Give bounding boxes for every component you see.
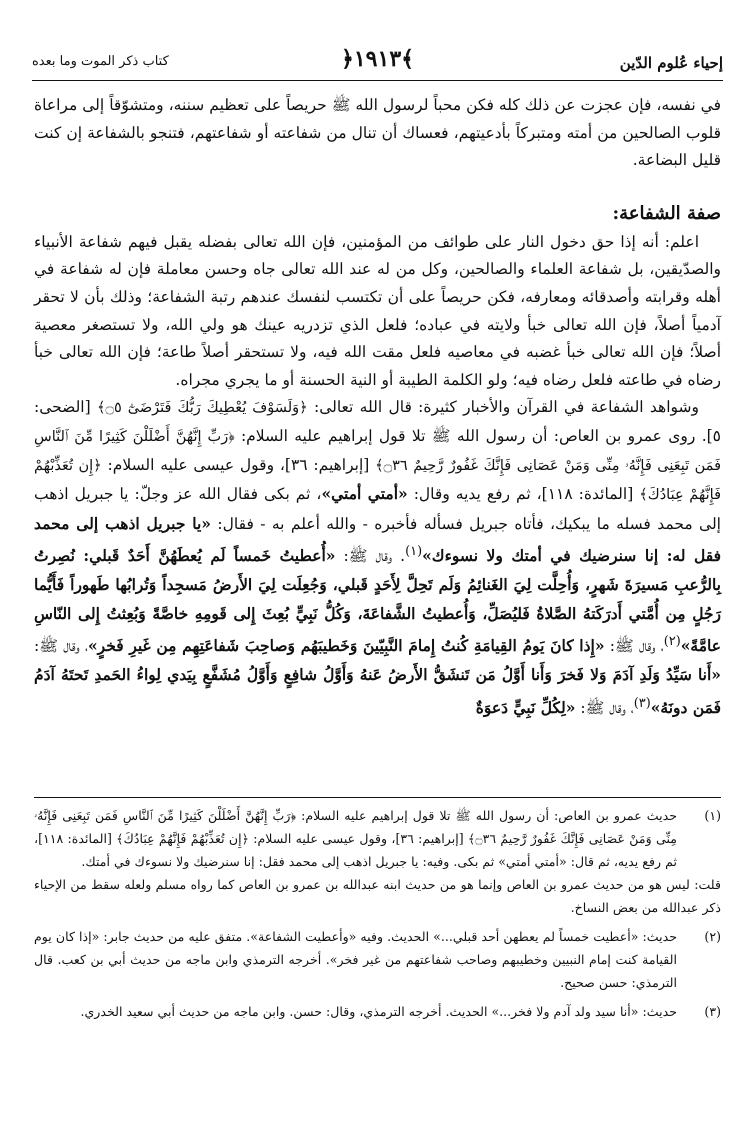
main-text — [34, 88, 721, 722]
footnote-item — [34, 925, 721, 994]
chapter-title: كتاب ذكر الموت وما بعده — [32, 54, 169, 69]
footnote-item — [34, 804, 721, 873]
hadith-quote: «أمتي أمتي» — [321, 484, 408, 504]
page-number: ﴾١٩١٣﴿ — [340, 46, 415, 72]
footnote-ref: (٣) — [633, 695, 651, 711]
text-run: [الضحى: ٥]. روى عمرو بن العاص: أن رسول الله ﷺ تلا قول إبراهيم عليه السلام: — [34, 398, 721, 445]
footnote-number: (١) — [704, 808, 721, 823]
quran-verse: ﴿إِن تُعَذِّبْهُمْ فَإِنَّهُمْ عِبَادُكَ﴾ — [34, 457, 721, 504]
text-run: ، وقال ﷺ: — [575, 698, 634, 717]
text-run: ، ثم بكى فقال الله عز وجلّ: يا جبريل اذهب إلى محمد فسله ما يبكيك، فأتاه جبريل فسأله فأخبره - والله أعلم به - فقال: — [34, 485, 721, 533]
hadith-quote: «أَنا سَيِّدُ وَلَدِ آدَمَ وَلا فَخرَ وَأَنا أَوَّلُ مَن تَنشَقُّ الأَرضُ عَنهُ وَأَوَّلُ شافِعٍ وَأَوَّلُ مُشَفَّعٍ بِيَدي لِواءُ الحَمدِ تَحتَهُ آدَمُ فَمَن دونَهُ» — [34, 665, 721, 717]
paragraph-2 — [34, 394, 721, 722]
footnote-item — [34, 1000, 721, 1023]
hadith-quote: «لِكُلِّ نَبِيٍّ دَعوَةٌ — [475, 697, 576, 717]
footnote-text: حديث عمرو بن العاص: أن رسول الله ﷺ تلا قول إبراهيم عليه السلام: ﴿رَبِّ إِنَّهُنَّ أَضْلَلْنَ كَثِيرًا مِّنَ ٱلنَّاسِ فَمَن تَبِعَنِى فَإِنَّهُۥ مِنِّى وَمَنْ عَصَانِى فَإِنَّكَ غَفُورٌ رَّحِيمٌ ۝٣٦﴾ [إبراهيم: ٣٦]، وقول عيسى عليه السلام: ﴿إِن تُعَذِّبْهُمْ فَإِنَّهُمْ عِبَادُكَ﴾ [المائدة: ١١٨]، ثم رفع يديه، ثم قال: «أمتي أمتي» ثم بكى. وفيه: يا جبريل اذهب إلى محمد فقل: إنا سنرضيك ولا نسوءك في أمتك. — [34, 808, 678, 869]
text-run: [إبراهيم: ٣٦]، وقول عيسى عليه السلام: — [101, 455, 376, 474]
intro-paragraph: في نفسه، فإن عجزت عن ذلك كله فكن محباً لرسول الله ﷺ حريصاً على تعظيم سننه، ومتشوّقاً إلى مراعاة قلوب الصالحين من أمته ومتبركاً بأدعيتهم، فعساك أن تنال من شفاعته أو شفاعتهم، فتنجو بالشفاعة إن كنت قليل البضاعة. — [34, 96, 721, 170]
text-run: وشواهد الشفاعة في القرآن والأخبار كثيرة: قال الله تعالى: — [307, 398, 700, 417]
text-run: ، وقال ﷺ: — [604, 637, 664, 656]
footnote-text: حديث: «أعطيت خمساً لم يعطهن أحد قبلي...» الحديث. وفيه «وأعطيت الشفاعة». متفق عليه من حديث جابر: «إذا كان يوم القيامة كنت إمام النبيين وخطيبهم وصاحب شفاعتهم من غير فخر». أخرجه الترمذي وابن ماجه من حديث أبي بن كعب. قال الترمذي: حسن صحيح. — [34, 929, 677, 990]
hadith-quote: «أُعطيتُ خَمساً لَم يُعطَهُنَّ أَحَدٌ قَبلي: نُصِرتُ بِالرُّعبِ مَسيرَةَ شَهرٍ، وَأُحِلَّت لِيَ الغَنائِمُ وَلَم تَحِلَّ لِأَحَدٍ قَبلي، وَجُعِلَت لِيَ الأَرضُ مَسجِداً وَتُرابُها طَهوراً فَأَيُّما رَجُلٍ مِن أُمَّتي أَدرَكَتهُ الصَّلاةُ فَليُصَلِّ، وَأُعطيتُ الشَّفاعَةَ، وَكُلُّ نَبِيٍّ بُعِثَ إِلى قَومِهِ خاصَّةً وَبُعِثتُ إِلى النّاسِ عامَّةً» — [34, 546, 722, 656]
page-header — [32, 40, 723, 81]
paragraph-1: اعلم: أنه إذا حق دخول النار على طوائف من المؤمنين، فإن الله تعالى بفضله يقبل فيهم شفاعة الأنبياء والصدّيقين، بل شفاعة العلماء والصالحين، وكل من له عند الله تعالى جاه وحسن معاملة فإن له شفاعة في أهله وقرابته وأصدقائه ومعارفه، فكن حريصاً على أن تكتسب لنفسك عندهم رتبة الشفاعة؛ وذلك بأن لا تحقر آدمياً أصلاً، فإن الله تعالى خبأ ولايته في عباده؛ فلعل الذي تزدريه عينك هو ولي الله، ولا تستصغر معصية أصلاً؛ فإن الله تعالى خبأ غضبه في معاصيه فلعل مقت الله فيه، ولا تستحقر أصلاً طاعة؛ فإن الله تعالى خبأ رضاه في طاعته فلعل رضاه فيه؛ ولو الكلمة الطيبة أو النية الحسنة أو ما يجري مجراه. — [34, 232, 721, 389]
footnote-number: (٢) — [704, 929, 721, 944]
footnotes — [34, 797, 721, 1023]
footnote-ref: (٢) — [663, 634, 681, 650]
hadith-quote: «يا جبريل اذهب إلى محمد فقل له: إنا سنرضيك في أمتك ولا نسوءك» — [34, 513, 721, 566]
section-heading: صفة الشفاعة: — [612, 202, 721, 224]
quran-verse: ﴿وَلَسَوْفَ يُعْطِيكَ رَبُّكَ فَتَرْضَىٰٓ ۝٥﴾ — [96, 400, 308, 417]
hadith-quote: «إِذا كانَ يَومُ القِيامَةِ كُنتُ إِمامَ النَّبِيّينَ وَخَطيبَهُم وَصاحِبَ شَفاعَتِهِم مِن غَيرِ فَخرٍ» — [87, 636, 605, 656]
footnote-number: (٣) — [704, 1004, 721, 1019]
quran-verse: ﴿رَبِّ إِنَّهُنَّ أَضْلَلْنَ كَثِيرًا مِّنَ ٱلنَّاسِ فَمَن تَبِعَنِى فَإِنَّهُۥ مِنِّى وَمَنْ عَصَانِى فَإِنَّكَ غَفُورٌ رَّحِيمٌ ۝٣٦﴾ — [34, 428, 721, 474]
footnote-text: حديث: «أنا سيد ولد آدم ولا فخر...» الحديث. أخرجه الترمذي، وقال: حسن. وابن ماجه من حديث أبي سعيد الخدري. — [80, 1004, 677, 1019]
text-run: ، وقال ﷺ: — [34, 637, 88, 656]
footnote-ref: (١) — [405, 544, 423, 560]
text-run: [المائدة: ١١٨]، ثم رفع يديه وقال: — [407, 485, 640, 504]
text-run: . وقال ﷺ: — [335, 547, 406, 566]
footnote-note: قلت: ليس هو من حديث عمرو بن العاص وإنما هو من حديث ابنه عبدالله بن عمرو بن العاص كما رواه مسلم ولعله سقط من الإحياء ذكر عبدالله من بعض النساخ. — [34, 877, 721, 915]
book-title: إحياء عُلوم الدّين — [619, 54, 723, 72]
